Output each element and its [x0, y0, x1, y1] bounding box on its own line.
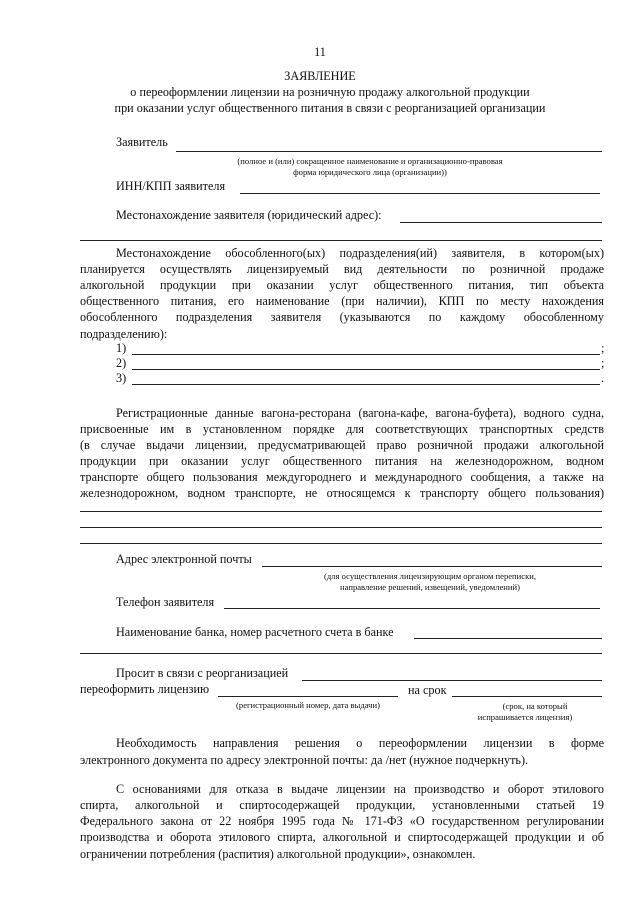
document-title: ЗАЯВЛЕНИЕ: [284, 69, 356, 83]
transport-field-3[interactable]: [80, 543, 602, 544]
applicant-label: Заявитель: [116, 135, 168, 149]
electronic-notice-line-1: Необходимость направления решения о переоформлении лицензии в форме: [116, 736, 604, 750]
transport-line-2: присвоенные им в установленном порядке для соответствующих транспортных средств: [80, 422, 604, 436]
branch-item-1-field[interactable]: [132, 354, 600, 355]
transport-field-1[interactable]: [80, 511, 602, 512]
refusal-line-3: Федерального закона от 22 ноября 1995 года № 171-ФЗ «О государственном регулировании: [80, 814, 604, 828]
bank-field-2[interactable]: [80, 653, 602, 654]
term-hint-1: (срок, на который: [502, 701, 568, 711]
branch-location-line-5: обособленного подразделения заявителя (указываются по каждому обособленному: [80, 310, 604, 324]
transport-line-3: (в случае выдачи лицензии, предусматривающей право розничной продажи алкогольной: [80, 438, 604, 452]
email-hint-2: направление решений, извещений, уведомлений): [340, 582, 520, 592]
transport-line-4: продукции при оказании услуг общественного питания на железнодорожном, водном: [80, 454, 604, 468]
applicant-field[interactable]: [176, 151, 602, 152]
refusal-line-4: производства и оборота этилового спирта, алкогольной и спиртосодержащей продукции и об: [80, 830, 604, 844]
bank-label: Наименование банка, номер расчетного счета в банке: [116, 625, 394, 639]
transport-field-2[interactable]: [80, 527, 602, 528]
refusal-line-1: С основаниями для отказа в выдаче лицензии на производство и оборот этилового: [116, 782, 604, 796]
branch-location-line-2: планируется осуществлять лицензируемый вид деятельности по розничной продаже: [80, 262, 604, 276]
inn-kpp-label: ИНН/КПП заявителя: [116, 179, 226, 193]
request-line-2: переоформить лицензию: [80, 682, 210, 696]
branch-item-2-semicolon: ;: [601, 356, 605, 370]
branch-item-1-label: 1): [116, 341, 127, 355]
email-hint-1: (для осуществления лицензирующим органом переписки,: [323, 571, 536, 581]
branch-item-2-field[interactable]: [132, 369, 600, 370]
applicant-hint-2: форма юридического лица (организации)): [293, 167, 447, 177]
license-hint: (регистрационный номер, дата выдачи): [236, 700, 380, 710]
branch-location-line-4: общественного питания, его наименование (при наличии), КПП по месту нахождения: [80, 294, 604, 308]
reorganization-field[interactable]: [302, 680, 602, 681]
document-subtitle-2: при оказании услуг общественного питания в связи с реорганизацией организации: [114, 101, 546, 115]
term-field[interactable]: [452, 696, 602, 697]
legal-address-field-1[interactable]: [400, 222, 602, 223]
inn-kpp-field[interactable]: [240, 193, 600, 194]
branch-location-line-3: алкогольной продукции при оказании услуг общественного питания, тип объекта: [80, 278, 604, 292]
phone-field[interactable]: [224, 608, 600, 609]
branch-item-3-label: 3): [116, 371, 127, 385]
branch-location-line-1: Местонахождение обособленного(ых) подразделения(ий) заявителя, в котором(ых): [116, 246, 604, 260]
branch-item-3-dot: .: [601, 371, 605, 385]
phone-label: Телефон заявителя: [116, 595, 215, 609]
branch-item-1-semicolon: ;: [601, 341, 605, 355]
refusal-line-2: спирта, алкогольной и спиртосодержащей продукции, установленными статьей 19: [80, 798, 604, 812]
transport-line-6: железнодорожном, водном транспорте, не относящемся к транспорту общего пользования): [80, 486, 604, 500]
license-number-field[interactable]: [218, 696, 398, 697]
transport-line-1: Регистрационные данные вагона-ресторана (вагона-кафе, вагона-буфета), водного судна,: [116, 406, 604, 420]
branch-item-2-label: 2): [116, 356, 127, 370]
bank-field-1[interactable]: [414, 638, 602, 639]
branch-location-line-6: подразделению):: [80, 327, 168, 341]
transport-line-5: транспорте общего пользования междугороднего и международного сообщения, а также на: [80, 470, 604, 484]
term-hint-2: испрашивается лицензия): [477, 712, 573, 722]
document-subtitle-1: о переоформлении лицензии на розничную продажу алкогольной продукции: [130, 85, 530, 99]
term-label: на срок: [408, 683, 447, 697]
email-label: Адрес электронной почты: [116, 552, 252, 566]
email-field[interactable]: [262, 566, 602, 567]
refusal-line-5: ограничении потребления (распития) алкогольной продукции», ознакомлен.: [80, 847, 476, 861]
request-line-1: Просит в связи с реорганизацией: [116, 666, 289, 680]
electronic-notice-line-2: электронного документа по адресу электронной почты: да /нет (нужное подчеркнуть).: [80, 753, 529, 767]
legal-address-label: Местонахождение заявителя (юридический адрес):: [116, 208, 382, 222]
legal-address-field-2[interactable]: [80, 240, 602, 241]
page-number: 11: [314, 45, 326, 59]
branch-item-3-field[interactable]: [132, 384, 600, 385]
applicant-hint-1: (полное и (или) сокращенное наименование и организационно-правовая: [237, 156, 503, 166]
